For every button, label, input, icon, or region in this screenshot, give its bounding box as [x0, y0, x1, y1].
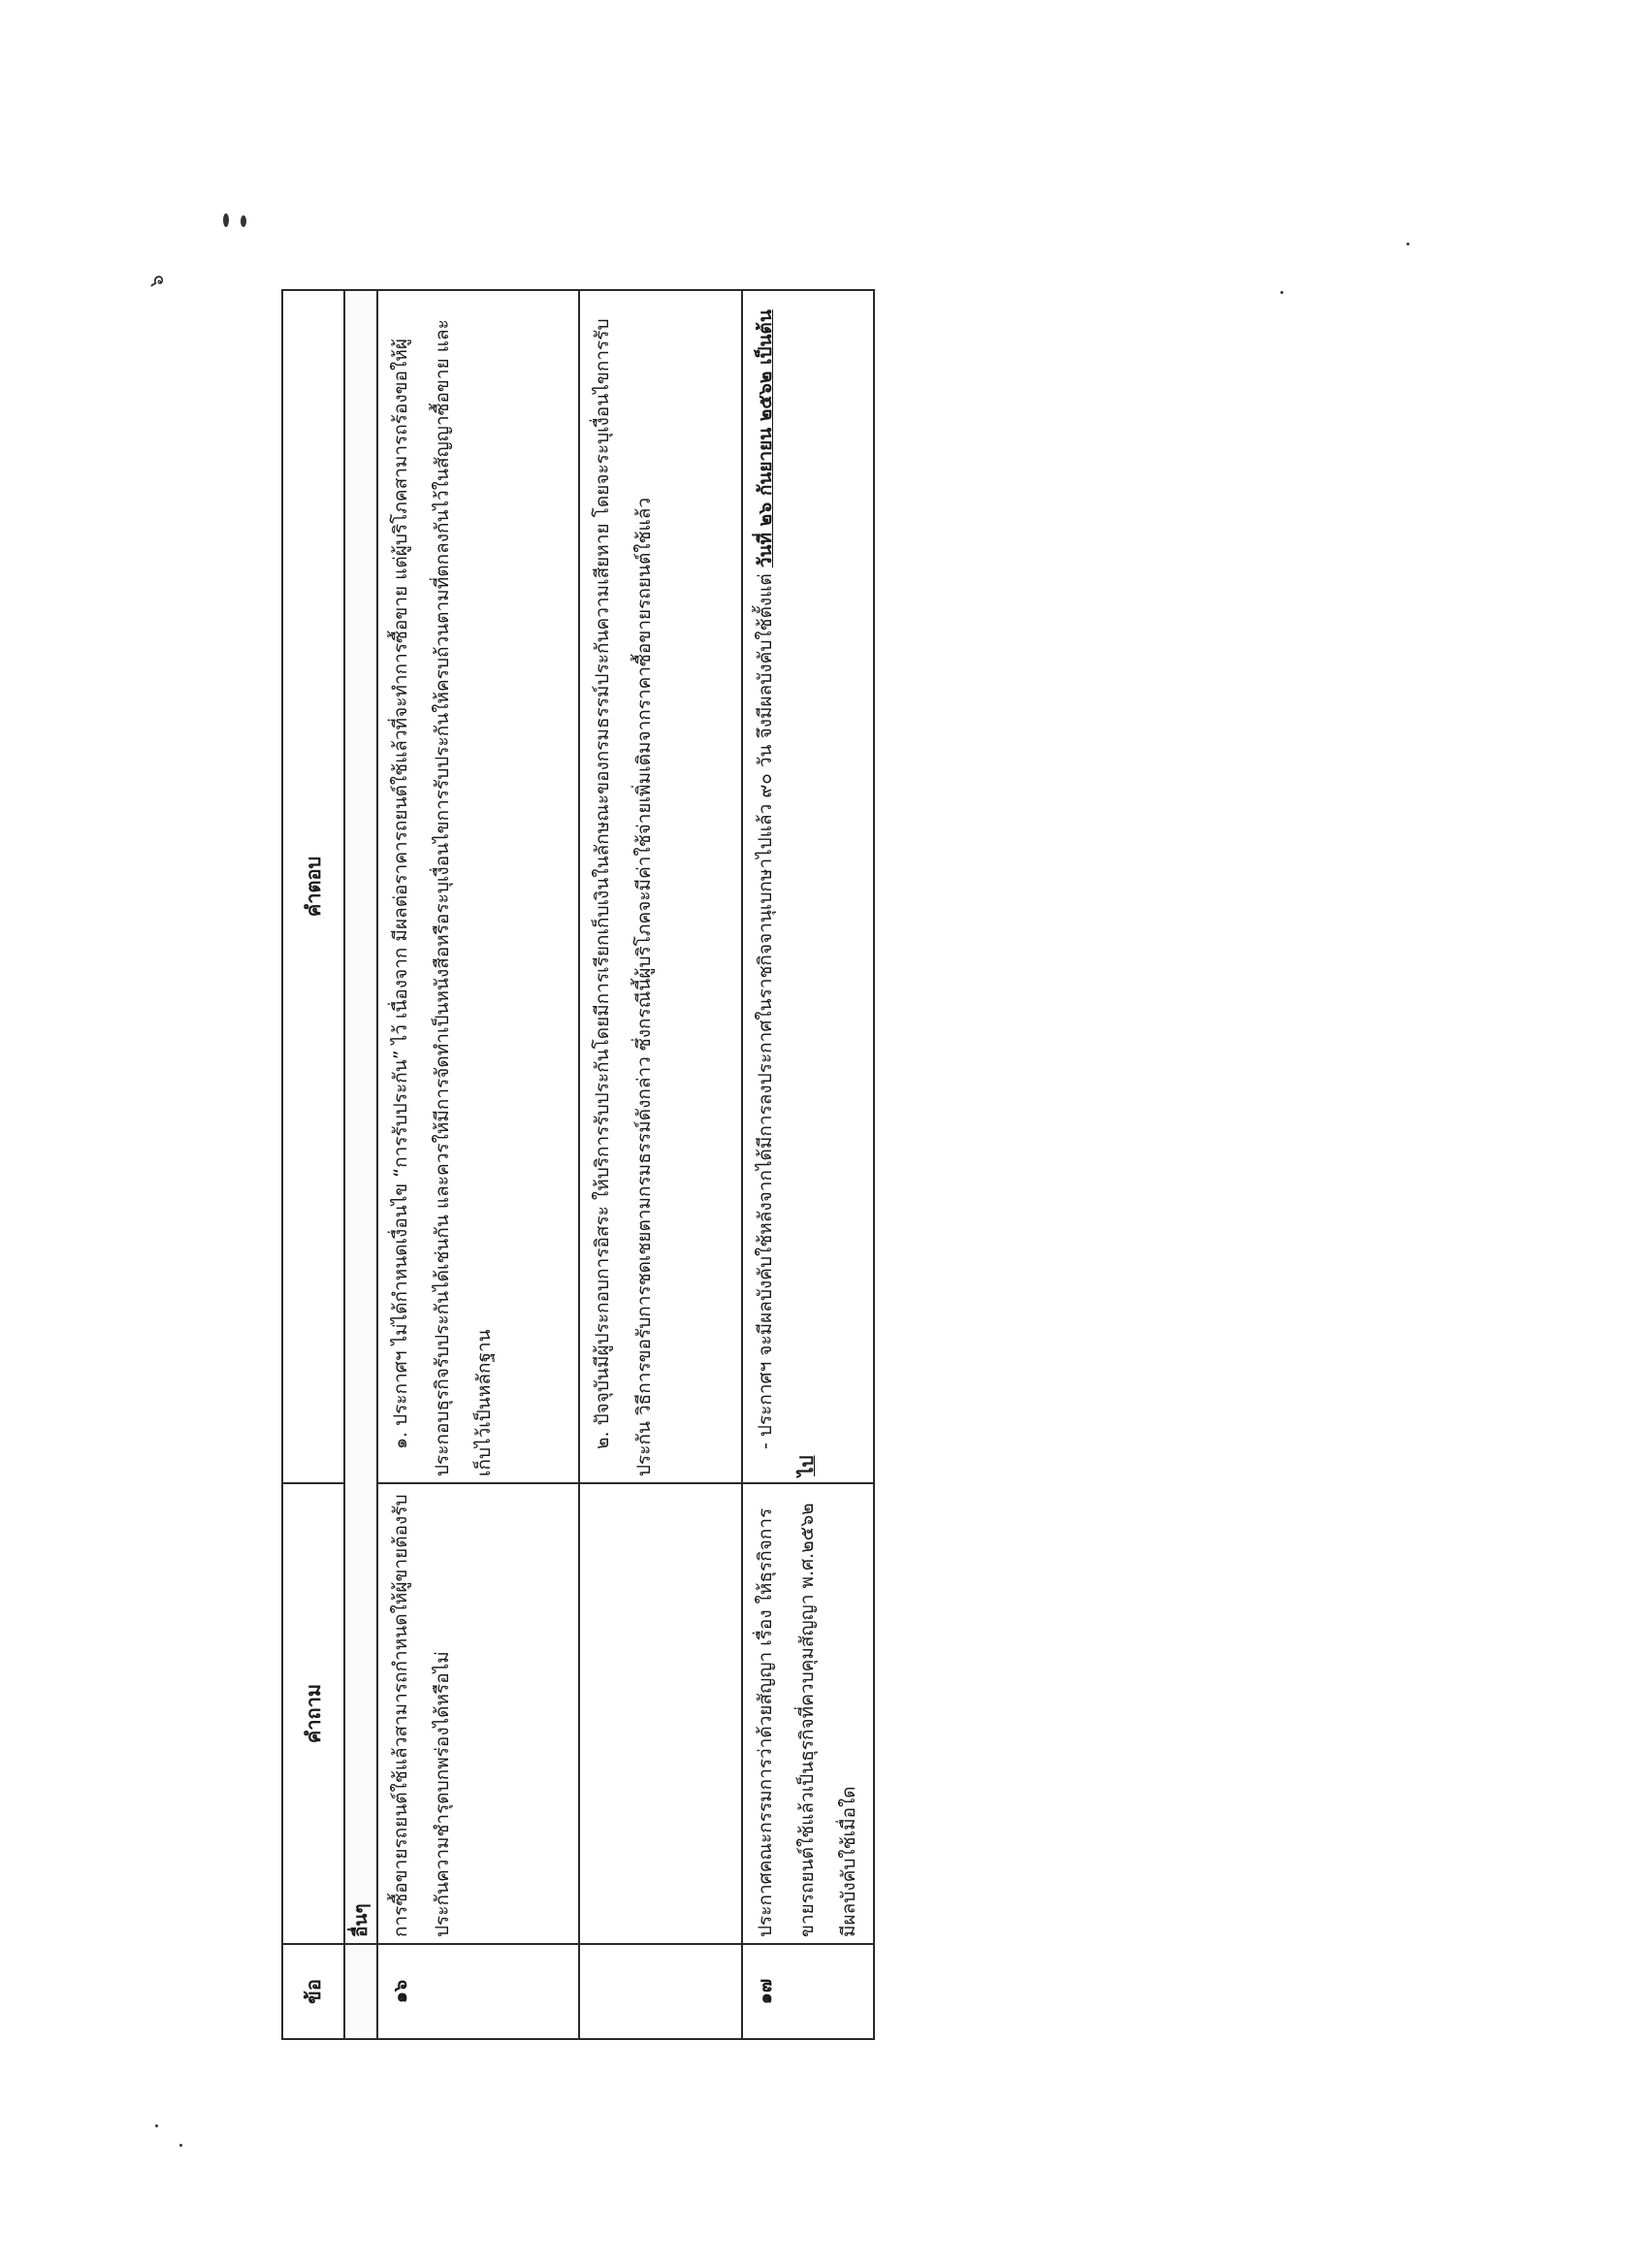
page-number: ๖: [145, 275, 168, 287]
answer-paragraph: ๒. ปัจจุบันมีผู้ประกอบการอิสระ ให้บริการรับประกันโดยมีการเรียกเก็บเงินในลักษณะของกรมธรรม์ประกันความเสียหาย โดยจะระบุเงื่อนไขการรับประกัน วิธีการขอรับการชดเชยตามกรมธรรม์ดังกล่าว ซึ่งกรณีนี้ผู้บริโภคจะมีค่าใช้จ่ายเพิ่มเติมจากราคาซื้อขายรถยนต์ใช้แล้ว: [592, 318, 655, 1476]
section-label: อื่นๆ: [344, 290, 377, 1944]
answer-cell: [742, 290, 874, 1483]
question-cell: [579, 1483, 742, 1944]
rotated-table-wrapper: [281, 291, 873, 2040]
row-number: ๑๖: [377, 1944, 579, 2039]
answer-cell: [579, 290, 742, 1483]
section-empty-cell: [344, 1944, 377, 2039]
faq-table: [281, 289, 875, 2040]
scan-speck: [1406, 243, 1409, 245]
effective-date: วันที่ ๒๖ กันยายน ๒๕๖๒ เป็นต้นไป: [755, 309, 818, 1476]
row-number: [579, 1944, 742, 2039]
section-row: [344, 290, 377, 2039]
row-number: ๑๗: [742, 1944, 874, 2039]
table-header-row: [282, 290, 344, 2039]
scan-speck: [241, 215, 246, 227]
header-num: ข้อ: [282, 1944, 344, 2039]
header-question: คำถาม: [282, 1483, 344, 1944]
table-row: [377, 290, 579, 2039]
scan-speck: [179, 2144, 182, 2147]
answer-cell: [377, 290, 579, 1483]
answer-paragraph: [745, 297, 828, 1476]
question-cell: การซื้อขายรถยนต์ใช้แล้วสามารถกำหนดให้ผู้ขายต้องรับประกันความชำรุดบกพร่องได้หรือไม่: [377, 1483, 579, 1944]
table-row: [579, 290, 742, 2039]
scan-speck: [1280, 291, 1283, 294]
header-answer: คำตอบ: [282, 290, 344, 1483]
scan-speck: [155, 2124, 158, 2127]
answer-text: - ประกาศฯ จะมีผลบังคับใช้หลังจากได้มีการลงประกาศในราชกิจจานุเบกษาไปแล้ว ๙๐ วัน จึงมีผลบังคับใช้ตั้งแต่: [755, 573, 776, 1449]
question-cell: ประกาศคณะกรรมการว่าด้วยสัญญา เรื่อง ให้ธุรกิจการขายรถยนต์ใช้แล้วเป็นธุรกิจที่ควบคุมสัญญา พ.ศ.๒๕๖๒ มีผลบังคับใช้เมื่อใด: [742, 1483, 874, 1944]
answer-paragraph: ๑. ประกาศฯ ไม่ได้กำหนดเงื่อนไข “การรับประกัน” ไว้ เนื่องจาก มีผลต่อราคารถยนต์ใช้แล้วที่จะทำการซื้อขาย แต่ผู้บริโภคสามารถร้องขอให้ผู้ประกอบธุรกิจรับประกันได้เช่นกัน และควรให้มีการจัดทำเป็นหนังสือหรือระบุเงื่อนไขการรับประกันให้ครบถ้วนตามที่ตกลงกันไว้ในสัญญาซื้อขาย และเก็บไว้เป็นหลักฐาน: [390, 319, 495, 1476]
table-row: [742, 290, 874, 2039]
scan-speck: [223, 213, 229, 227]
